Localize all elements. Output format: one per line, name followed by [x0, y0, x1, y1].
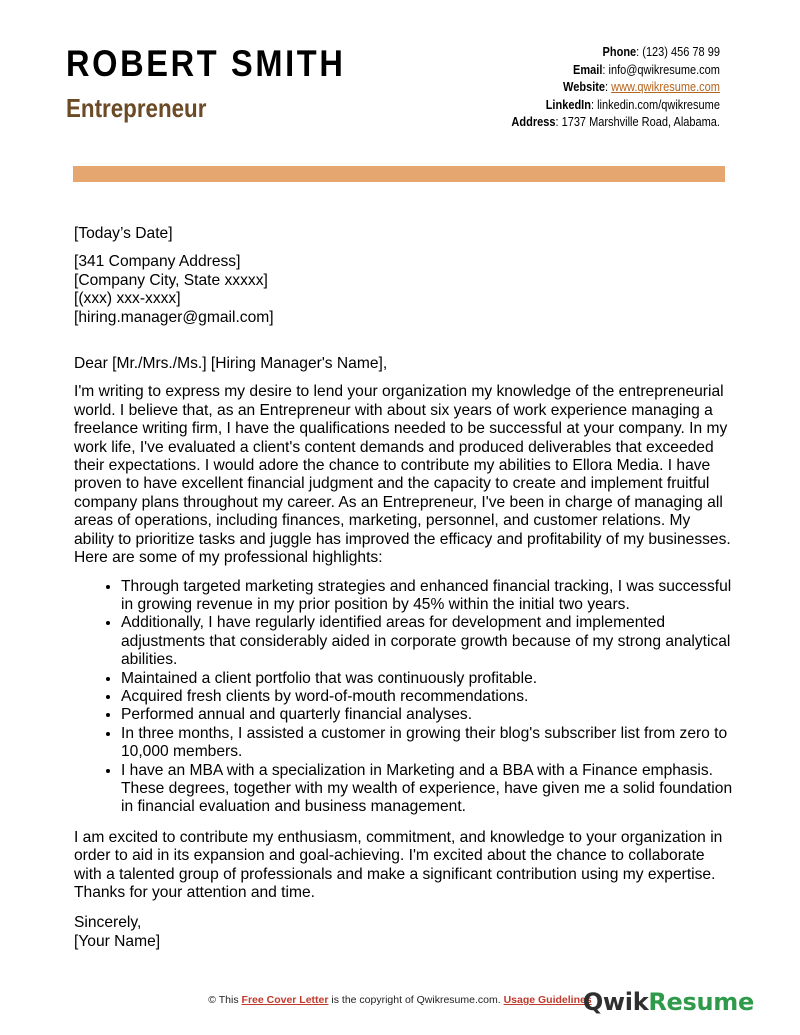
contact-address: Address: 1737 Marshville Road, Alabama. — [511, 115, 720, 129]
address-line: [(xxx) xxx-xxxx] — [74, 290, 181, 308]
list-item: • Acquired fresh clients by word-of-mouth recommendations. — [121, 688, 734, 706]
list-item: • Maintained a client portfolio that was continuously profitable. — [121, 670, 734, 688]
signoff: Sincerely, — [74, 914, 142, 932]
applicant-name: ROBERT SMITH — [66, 43, 346, 84]
list-item: • In three months, I assisted a customer in growing their blog's subscriber list from zero to 10,000 members. — [121, 725, 734, 762]
footer-text: is the copyright of Qwikresume.com. — [331, 994, 501, 1006]
contact-value: linkedin.com/qwikresume — [597, 97, 720, 112]
contact-value: 1737 Marshville Road, Alabama. — [561, 115, 720, 129]
contact-linkedin: LinkedIn: linkedin.com/qwikresume — [545, 97, 720, 112]
logo-part-resume: Resume — [648, 988, 754, 1016]
recipient-address — [74, 253, 734, 327]
logo-part-qwik: Qwik — [582, 988, 649, 1016]
list-item: • Additionally, I have regularly identified areas for development and implemented adjustments that considerably aided in corporate growth because of my strong analytical abilities. — [121, 614, 734, 669]
list-item: • Through targeted marketing strategies and enhanced financial tracking, I was successful in growing revenue in my prior position by 45% within the initial two years. — [121, 578, 734, 615]
address-line: [341 Company Address] — [74, 253, 241, 271]
accent-divider — [73, 166, 725, 182]
contact-phone: Phone: (123) 456 78 99 — [602, 45, 720, 59]
letter-body — [74, 225, 734, 951]
contact-label: Website — [563, 80, 606, 94]
usage-guidelines-link[interactable]: Usage Guidelines — [503, 994, 592, 1006]
contact-label: Email — [573, 62, 603, 77]
contact-label: LinkedIn — [545, 97, 591, 112]
applicant-role: Entrepreneur — [66, 93, 207, 123]
intro-paragraph: I'm writing to express my desire to lend your organization my knowledge of the entrepreneurial world. I believe that, as an Entrepreneur with about six years of work experience managing a freelance writing firm, I have the qualifications needed to be successful at your company. In my work life, I've evaluated a client's content demands and produced deliverables that exceeded their expectations. I would adore the chance to contribute my abilities to Ellora Media. I have proven to have excellent financial judgment and the capacity to create and implement fruitful company plans throughout my career. As an Entrepreneur, I've been in charge of managing all areas of operations, including finances, marketing, personnel, and customer relations. My ability to prioritize tasks and juggle has improved the efficacy and profitability of my businesses. Here are some of my professional highlights: — [74, 383, 731, 567]
free-cover-letter-link[interactable]: Free Cover Letter — [241, 994, 329, 1006]
contact-value: info@qwikresume.com — [608, 62, 720, 77]
contact-value: (123) 456 78 99 — [642, 45, 720, 59]
address-line: [hiring.manager@gmail.com] — [74, 308, 274, 326]
qwikresume-logo — [583, 988, 754, 1016]
list-item: • I have an MBA with a specialization in Marketing and a BBA with a Finance emphasis. These degrees, together with my wealth of experience, have given me a solid foundation in financial evaluation and business management. — [121, 762, 734, 817]
closing-paragraph: I am excited to contribute my enthusiasm, commitment, and knowledge to your organization in order to aid in its expansion and goal-achieving. I'm excited about the chance to collaborate with a talented group of professionals and make a significant contribution using my expertise. Thanks for your attention and time. — [74, 828, 723, 901]
contact-label: Address — [511, 115, 556, 129]
salutation: Dear [Mr./Mrs./Ms.] [Hiring Manager's Name], — [74, 355, 388, 373]
highlights-list — [74, 578, 734, 817]
address-line: [Company City, State xxxxx] — [74, 271, 268, 289]
contact-block — [511, 44, 720, 132]
signature: [Your Name] — [74, 932, 161, 950]
website-link[interactable]: www.qwikresume.com — [611, 80, 720, 94]
contact-label: Phone — [602, 45, 637, 59]
contact-email: Email: info@qwikresume.com — [573, 62, 720, 77]
contact-website: Website: www.qwikresume.com — [563, 80, 720, 94]
list-item: • Performed annual and quarterly financial analyses. — [121, 706, 734, 724]
letter-date: [Today’s Date] — [74, 225, 173, 242]
footer-text: © This — [208, 994, 239, 1006]
